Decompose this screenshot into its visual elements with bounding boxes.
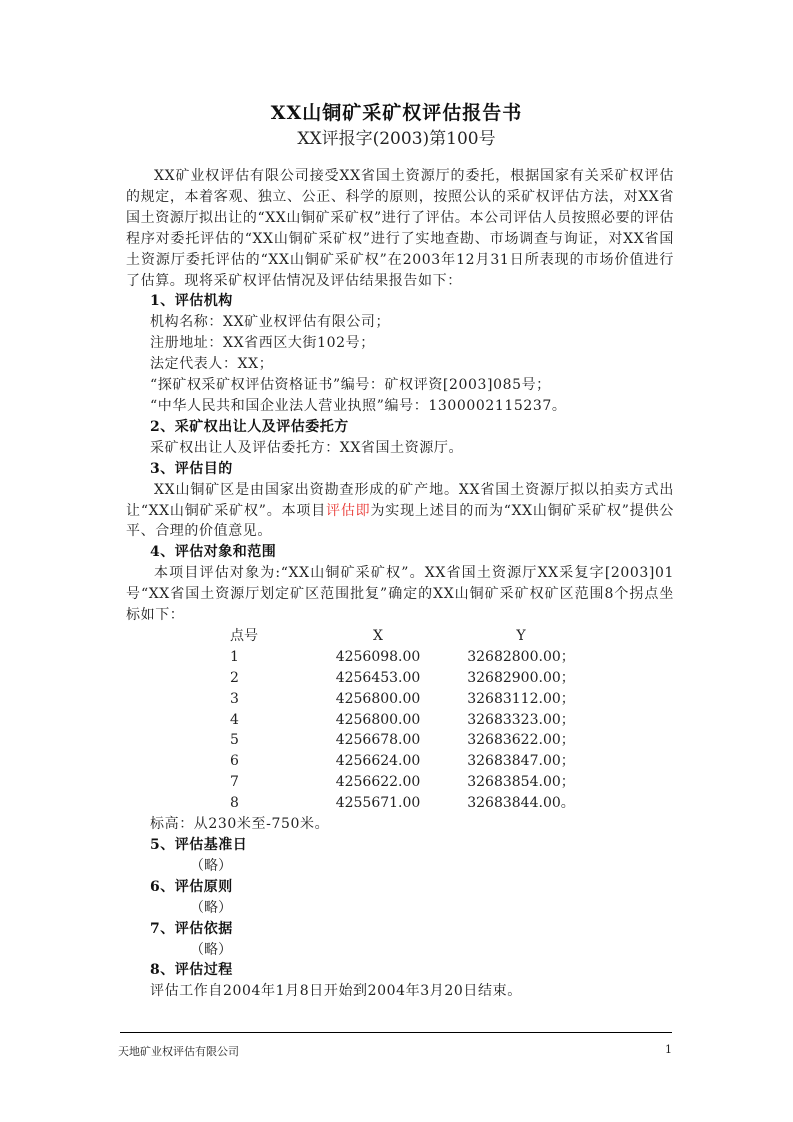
y-value: 32683854.00；: [467, 774, 575, 791]
y-value: 32682900.00；: [467, 669, 575, 686]
org-name-line: 机构名称：XX矿业权评估有限公司；: [150, 314, 391, 331]
section-3-text-before: XX山铜矿区是由国家出资勘查形成的矿产地。XX省国土资源厅拟以拍卖方式出让“XX山铜矿采矿权”。本项目: [126, 481, 674, 519]
table-row: [230, 647, 596, 668]
y-value: 32683112.00；: [467, 690, 575, 707]
section-6-omitted: （略）: [190, 899, 232, 916]
point-id: 5: [230, 732, 239, 749]
coordinates-table: [230, 626, 596, 814]
section-heading-7: 7、评估依据: [150, 920, 233, 937]
point-id: 6: [230, 753, 239, 770]
section-3-text: [126, 480, 674, 543]
x-value: 4256678.00: [335, 732, 421, 749]
y-value: 32682800.00；: [467, 648, 575, 665]
x-value: 4256622.00: [335, 774, 421, 791]
table-row: [230, 689, 596, 710]
document-title: XX山铜矿采矿权评估报告书: [270, 102, 523, 124]
point-id: 1: [230, 648, 239, 665]
section-heading-5: 5、评估基准日: [150, 837, 248, 853]
table-row: [230, 751, 596, 772]
x-value: 4256098.00: [335, 648, 421, 665]
table-row: [230, 772, 596, 793]
x-value: 4256453.00: [335, 669, 421, 686]
point-id: 8: [230, 795, 239, 812]
point-id: 7: [230, 774, 239, 791]
section-7-omitted: （略）: [190, 941, 232, 958]
section-2-text: 采矿权出让人及评估委托方：XX省国土资源厅。: [150, 439, 464, 456]
highlighted-text: 评估即: [326, 502, 371, 519]
section-5-omitted: （略）: [190, 857, 232, 874]
point-id: 3: [230, 690, 239, 707]
x-value: 4255671.00: [335, 795, 421, 812]
document-body: [126, 166, 674, 1002]
section-heading-8: 8、评估过程: [150, 962, 233, 979]
y-value: 32683847.00；: [467, 753, 575, 770]
section-heading-6: 6、评估原则: [150, 878, 233, 895]
table-header-row: [230, 626, 596, 647]
intro-paragraph: XX矿业权评估有限公司接受XX省国土资源厅的委托，根据国家有关采矿权评估的规定，本着客观、独立、公正、科学的原则，按照公认的采矿权评估方法，对XX省国土资源厅拟出让的“XX山铜矿采矿权”进行了评估。本公司评估人员按照必要的评估程序对委托评估的“XX山铜矿采矿权”进行了实地查勘、市场调查与询证，对XX省国土资源厅委托评估的“XX山铜矿采矿权”在2003年12月31日所表现的市场价值进行了估算。现将采矿权评估情况及评估结果报告如下：: [126, 168, 674, 289]
x-value: 4256800.00: [335, 711, 421, 728]
x-value: 4256624.00: [335, 753, 421, 770]
license-line: “中华人民共和国企业法人营业执照”编号：1300002115237。: [150, 397, 567, 414]
section-3-text-after: 为实现上述目的而为“XX山铜矿采矿权”提供公平、合理的价值意见。: [126, 502, 674, 540]
table-row: [230, 730, 596, 751]
point-id: 2: [230, 669, 239, 686]
y-value: 32683844.00。: [467, 795, 575, 812]
table-row: [230, 793, 596, 814]
section-heading-4: 4、评估对象和范围: [150, 544, 277, 561]
org-address-line: 注册地址：XX省西区大街102号；: [150, 335, 375, 352]
section-heading-3: 3、评估目的: [150, 460, 233, 477]
header-x: X: [373, 627, 383, 644]
legal-rep-line: 法定代表人：XX；: [150, 356, 274, 373]
y-value: 32683323.00；: [467, 711, 575, 728]
y-value: 32683622.00；: [467, 732, 575, 749]
section-8-text: 评估工作自2004年1月8日开始到2004年3月20日结束。: [150, 983, 522, 1000]
footer-company: 天地矿业权评估有限公司: [118, 1045, 239, 1058]
table-row: [230, 668, 596, 689]
elevation-line: 标高：从230米至-750米。: [150, 816, 330, 833]
certificate-line: “探矿权采矿权评估资格证书”编号：矿权评资[2003]085号；: [150, 377, 551, 394]
page-number: 1: [665, 1043, 672, 1056]
point-id: 4: [230, 711, 239, 728]
table-row: [230, 710, 596, 731]
header-y: Y: [516, 627, 526, 644]
section-4-text: 本项目评估对象为:“XX山铜矿采矿权”。XX省国土资源厅XX采复字[2003]01号“XX省国土资源厅划定矿区范围批复”确定的XX山铜矿采矿权矿区范围8个拐点坐标如下：: [126, 565, 674, 624]
header-point-id: 点号: [230, 627, 258, 644]
footer-divider: [120, 1032, 672, 1033]
section-heading-2: 2、采矿权出让人及评估委托方: [150, 418, 349, 435]
x-value: 4256800.00: [335, 690, 421, 707]
section-heading-1: 1、评估机构: [150, 293, 233, 310]
document-number: XX评报字(2003)第100号: [297, 129, 496, 149]
